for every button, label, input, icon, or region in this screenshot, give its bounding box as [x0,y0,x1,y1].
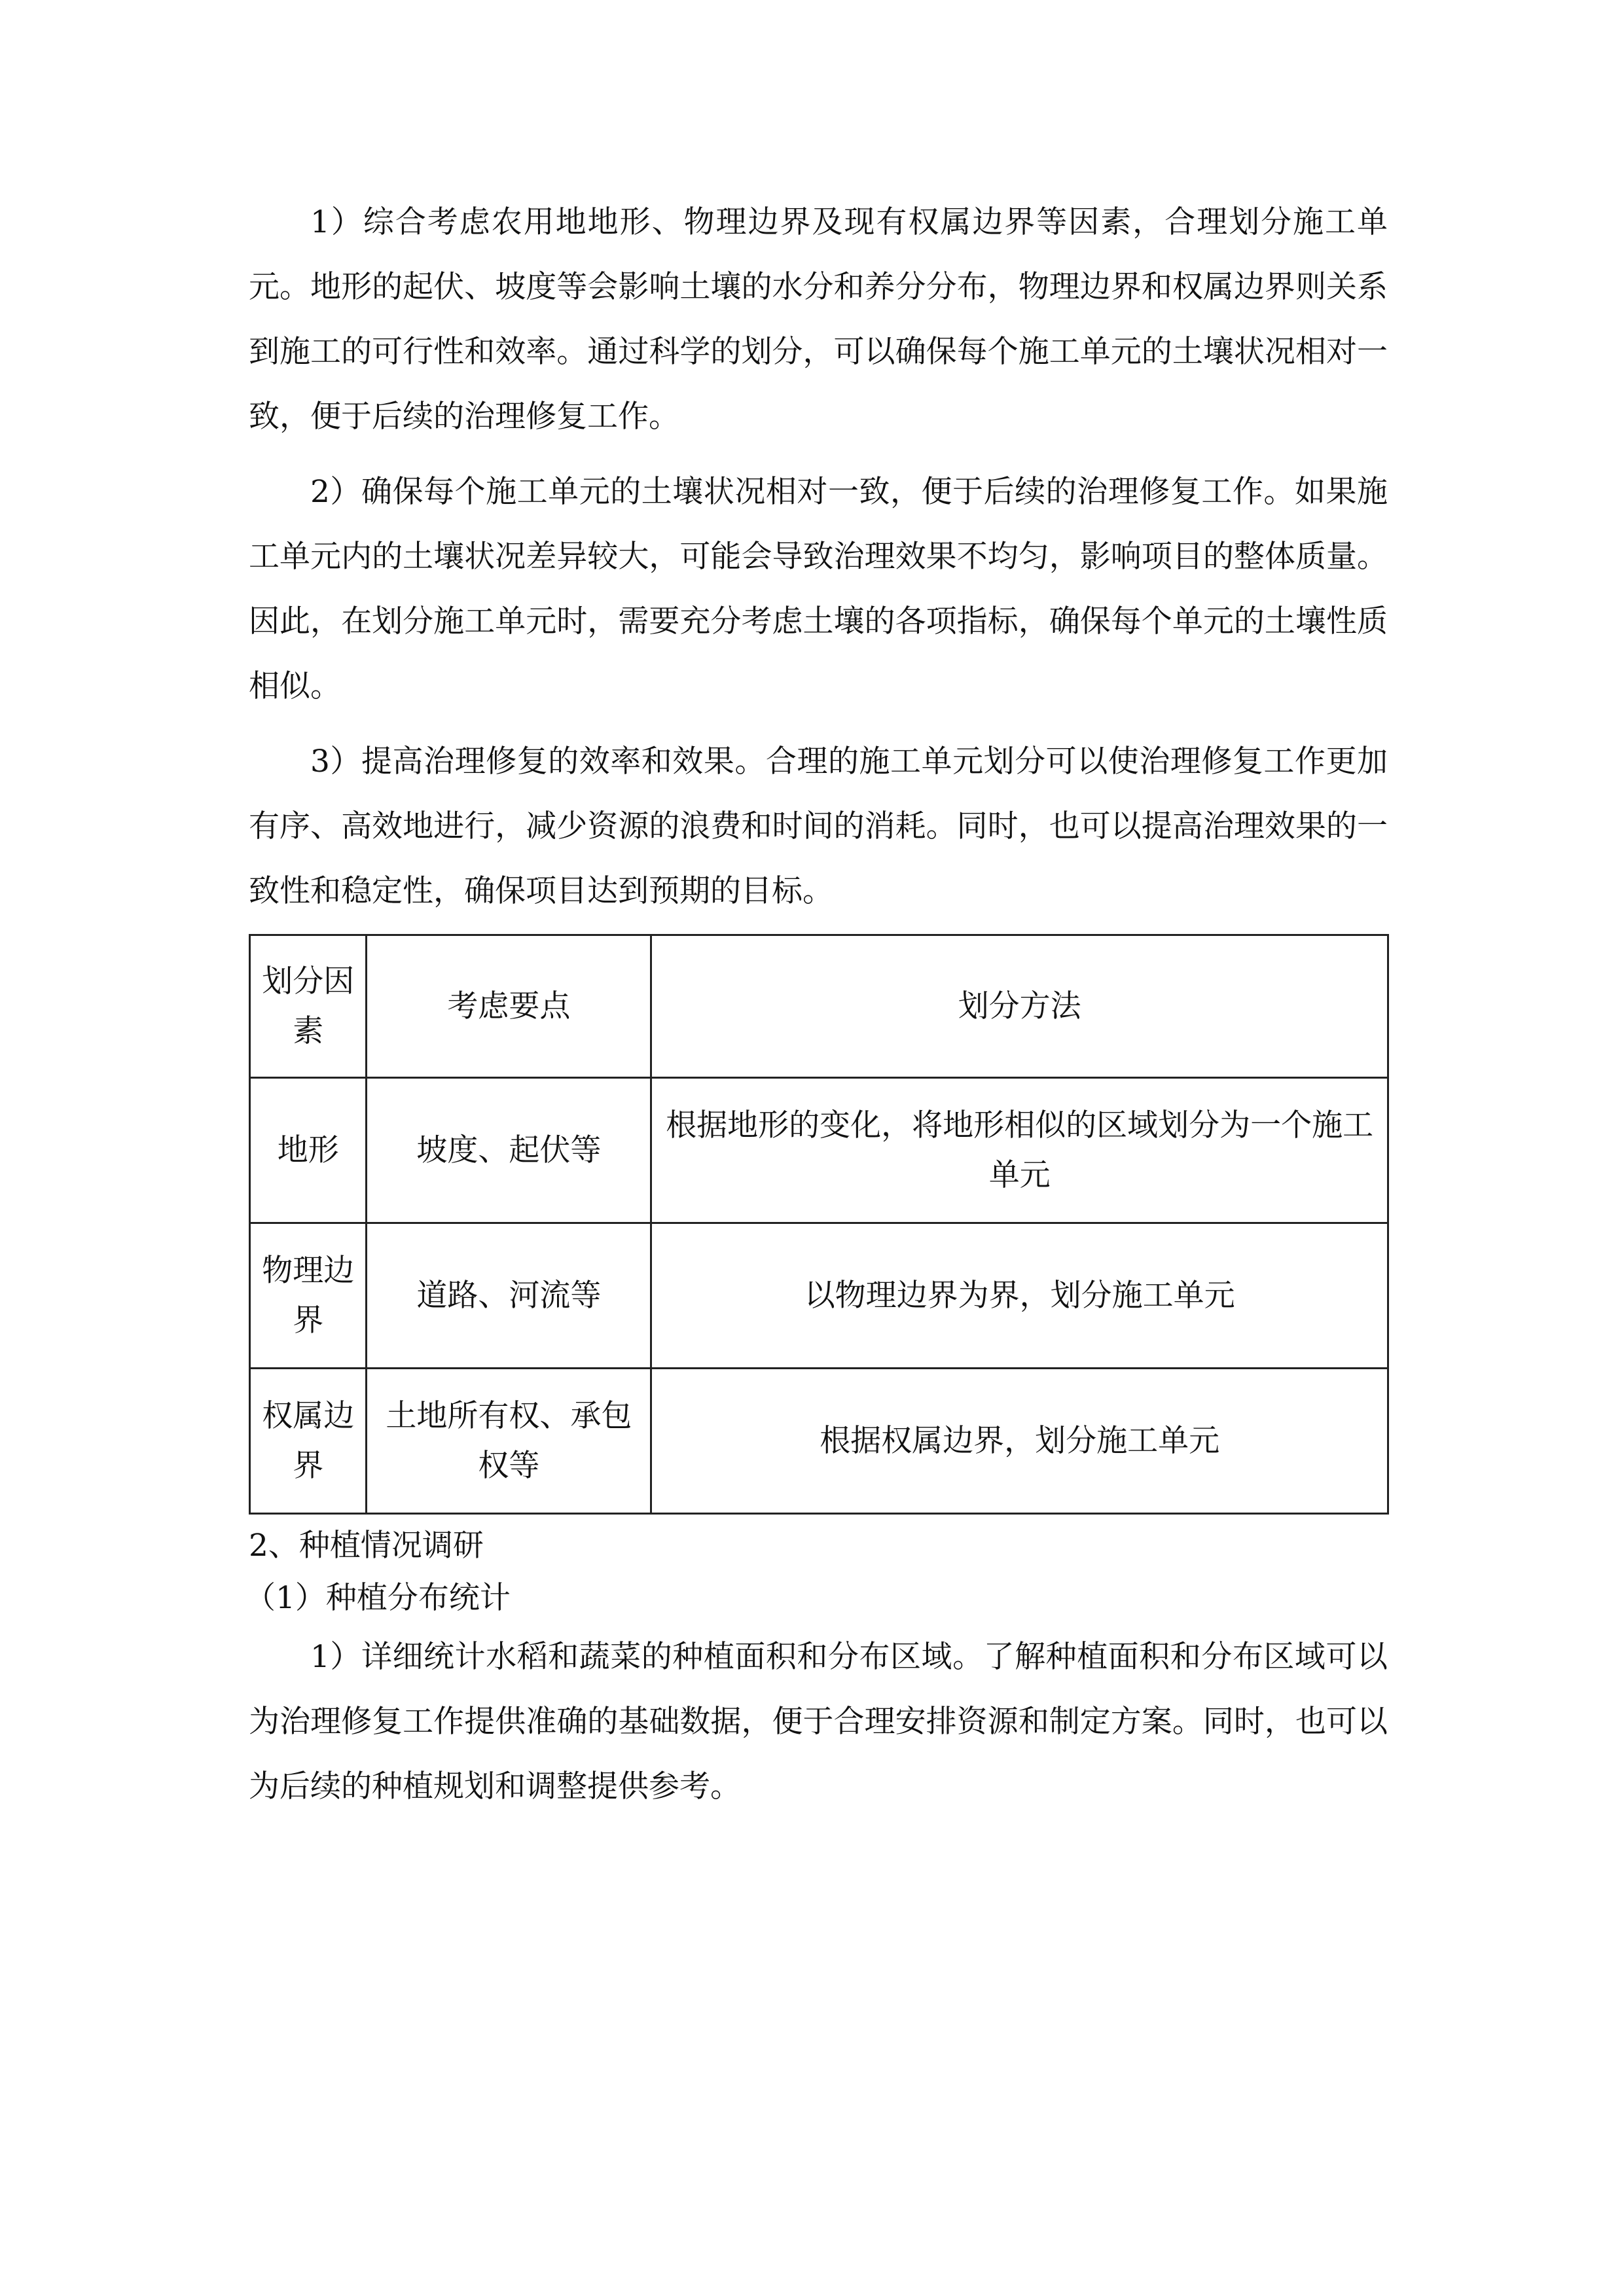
table-header-cell: 划分方法 [651,935,1388,1078]
subsection-heading: （1）种植分布统计 [245,1580,511,1616]
table-cell: 地形 [250,1078,367,1223]
table-cell: 权属边界 [250,1369,367,1514]
table-row [250,1078,1388,1223]
table-header-cell: 划分因素 [250,935,367,1078]
paragraph-planting-statistics: 1）详细统计水稻和蔬菜的种植面积和分布区域。了解种植面积和分布区域可以为治理修复工作提供准确的基础数据，便于合理安排资源和制定方案。同时，也可以为后续的种植规划和调整提供参考。 [249,1639,1388,1804]
table-cell: 坡度、起伏等 [367,1078,651,1223]
paragraph-unit-division-factors: 1）综合考虑农用地地形、物理边界及现有权属边界等因素，合理划分施工单元。地形的起伏、坡度等会影响土壤的水分和养分分布，物理边界和权属边界则关系到施工的可行性和效率。通过科学的划分，可以确保每个施工单元的土壤状况相对一致，便于后续的治理修复工作。 [249,204,1388,435]
table-cell: 物理边界 [250,1223,367,1369]
paragraph-soil-consistency: 2）确保每个施工单元的土壤状况相对一致，便于后续的治理修复工作。如果施工单元内的土壤状况差异较大，可能会导致治理效果不均匀，影响项目的整体质量。因此，在划分施工单元时，需要充分考虑土壤的各项指标，确保每个单元的土壤性质相似。 [249,474,1388,704]
table-cell: 根据权属边界，划分施工单元 [651,1369,1388,1514]
table-header-cell: 考虑要点 [367,935,651,1078]
unit-division-table [249,934,1389,1515]
table-row [250,1223,1388,1369]
section-heading: 2、种植情况调研 [249,1528,484,1564]
document-page [245,190,1388,1829]
table-cell: 土地所有权、承包权等 [367,1369,651,1514]
paragraph-efficiency: 3）提高治理修复的效率和效果。合理的施工单元划分可以使治理修复工作更加有序、高效地进行，减少资源的浪费和时间的消耗。同时，也可以提高治理效果的一致性和稳定性，确保项目达到预期的目标。 [249,744,1388,909]
table-row [250,1369,1388,1514]
table-cell: 以物理边界为界，划分施工单元 [651,1223,1388,1369]
table-cell: 道路、河流等 [367,1223,651,1369]
table-header-row [250,935,1388,1078]
table-cell: 根据地形的变化，将地形相似的区域划分为一个施工单元 [651,1078,1388,1223]
